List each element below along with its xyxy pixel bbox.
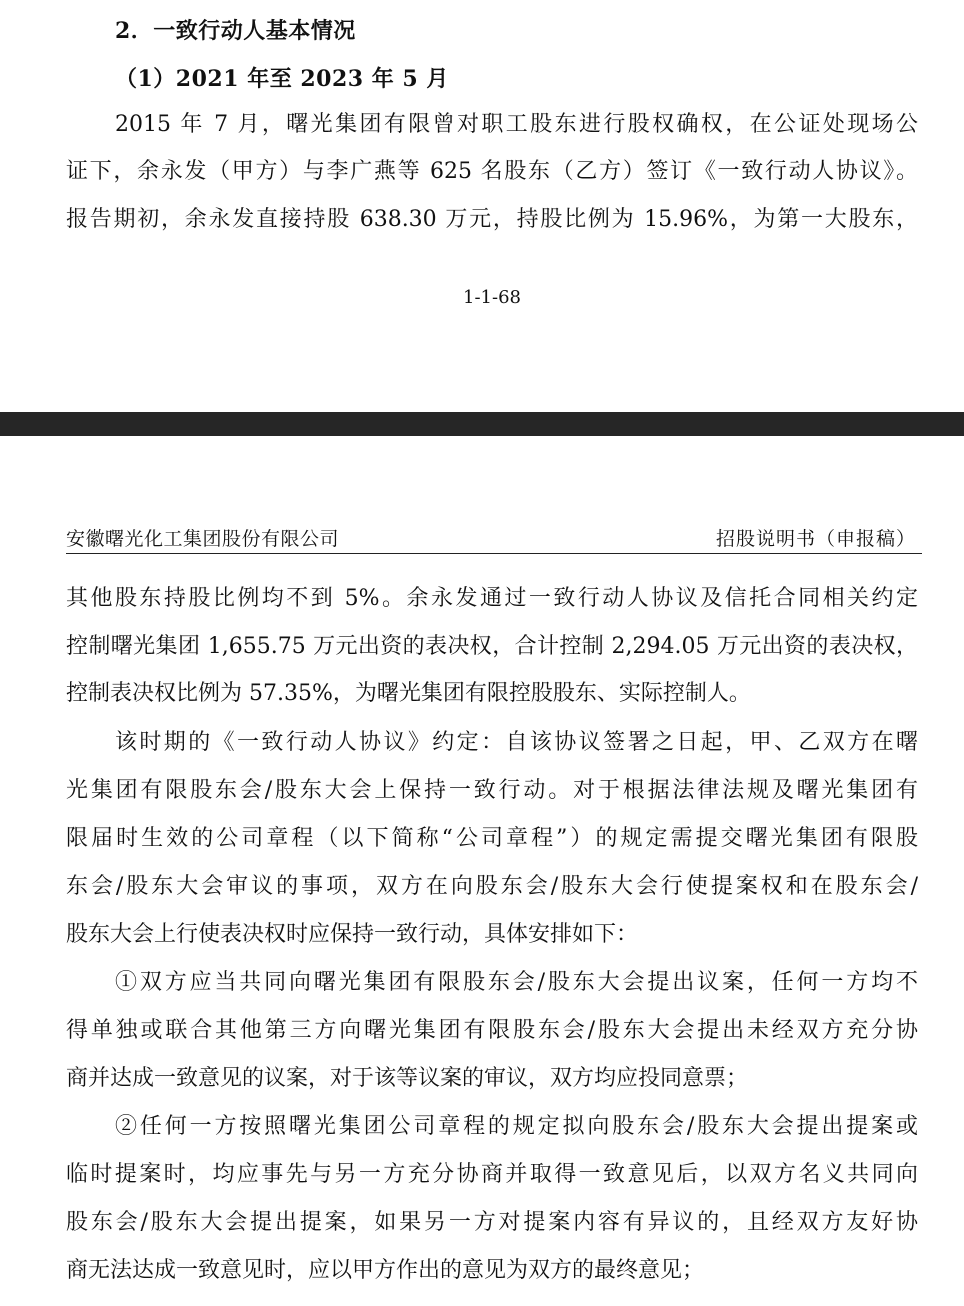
- upper-page: [0, 0, 964, 412]
- header-rule: [66, 553, 922, 554]
- paragraph-line: 商无法达成一致意见时，应以甲方作出的意见为双方的最终意见；: [66, 1258, 705, 1283]
- paragraph-line: 得单独或联合其他第三方向曙光集团有限股东会/股东大会提出未经双方充分协: [66, 1018, 918, 1043]
- page-number: 1-1-68: [463, 287, 521, 308]
- paragraph-line: 股东大会上行使表决权时应保持一致行动，具体安排如下：: [66, 922, 639, 947]
- paragraph-line: 该时期的《一致行动人协议》约定：自该协议签署之日起，甲、乙双方在曙: [115, 730, 918, 755]
- paragraph-line: 控制曙光集团 1,655.75 万元出资的表决权，合计控制 2,294.05 万元出资的表决权，: [66, 634, 918, 659]
- paragraph-line: ②任何一方按照曙光集团公司章程的规定拟向股东会/股东大会提出提案或: [115, 1114, 918, 1139]
- paragraph-line: 商并达成一致意见的议案，对于该等议案的审议，双方均应投同意票；: [66, 1066, 749, 1091]
- paragraph-line: 光集团有限股东会/股东大会上保持一致行动。对于根据法律法规及曙光集团有: [66, 778, 918, 803]
- paragraph-line: 股东会/股东大会提出提案，如果另一方对提案内容有异议的，且经双方友好协: [66, 1210, 918, 1235]
- paragraph-line: ①双方应当共同向曙光集团有限股东会/股东大会提出议案，任何一方均不: [115, 970, 918, 995]
- subsection-heading: （1）2021 年至 2023 年 5 月: [115, 66, 449, 92]
- paragraph-line: 报告期初，余永发直接持股 638.30 万元，持股比例为 15.96%，为第一大股东，: [66, 207, 918, 232]
- paragraph-line: 其他股东持股比例均不到 5%。余永发通过一致行动人协议及信托合同相关约定: [66, 586, 918, 611]
- header-company-name: 安徽曙光化工集团股份有限公司: [66, 528, 340, 550]
- header-document-type: 招股说明书（申报稿）: [715, 528, 916, 550]
- lower-page: [0, 436, 964, 1306]
- page-divider: [0, 412, 964, 436]
- paragraph-line: 限届时生效的公司章程（以下简称“公司章程”）的规定需提交曙光集团有限股: [66, 826, 918, 851]
- paragraph-line: 临时提案时，均应事先与另一方充分协商并取得一致意见后，以双方名义共同向: [66, 1162, 918, 1187]
- paragraph-line: 东会/股东大会审议的事项，双方在向股东会/股东大会行使提案权和在股东会/: [66, 874, 918, 899]
- paragraph-line: 2015 年 7 月，曙光集团有限曾对职工股东进行股权确权，在公证处现场公: [115, 112, 918, 137]
- paragraph-line: 证下，余永发（甲方）与李广燕等 625 名股东（乙方）签订《一致行动人协议》。: [66, 159, 918, 184]
- section-heading: 2．一致行动人基本情况: [115, 18, 356, 44]
- paragraph-line: 控制表决权比例为 57.35%，为曙光集团有限控股股东、实际控制人。: [66, 681, 751, 706]
